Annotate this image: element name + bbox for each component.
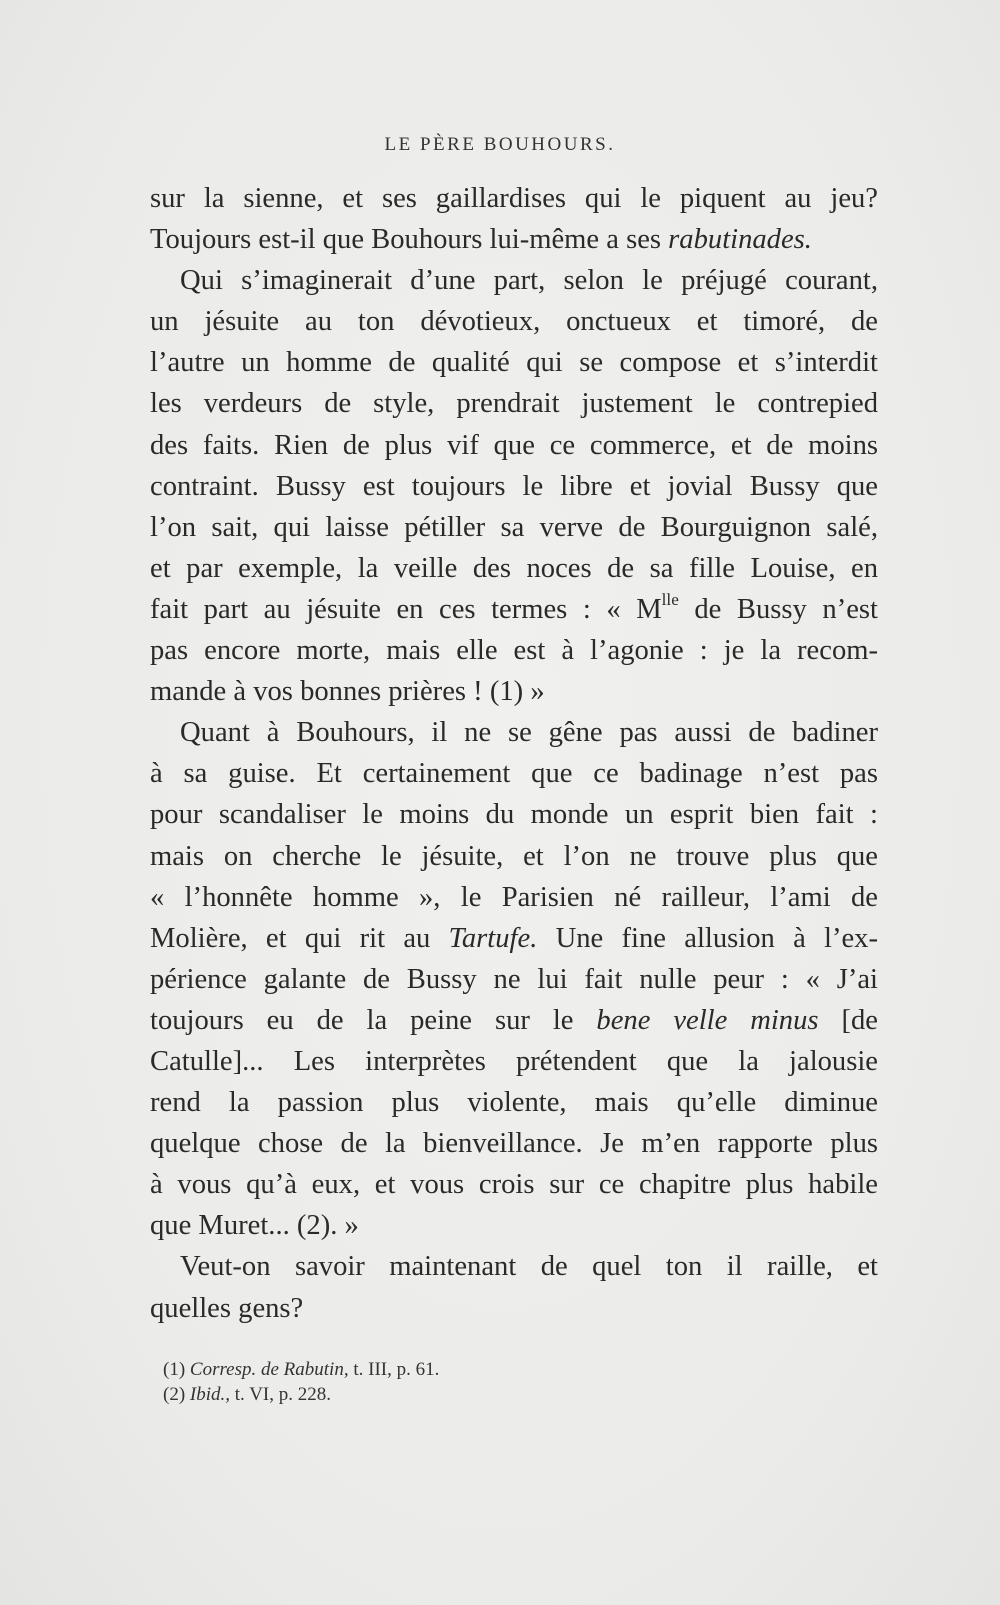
text-line <box>150 794 878 835</box>
text-run: Catulle]... Les interprètes prétendent que la jalousie <box>150 1045 878 1077</box>
text-line <box>150 589 878 630</box>
text-run: t. VI, p. 228. <box>230 1384 331 1405</box>
text-run: fait part au jésuite en ces termes : « M <box>150 593 662 625</box>
italic-text: Ibid., <box>189 1384 231 1405</box>
footnote <box>163 1382 863 1407</box>
text-run: (2) <box>163 1384 190 1405</box>
text-run: rend la passion plus violente, mais qu’elle diminue <box>150 1087 878 1119</box>
footnote <box>163 1357 863 1382</box>
text-line <box>150 178 878 219</box>
text-run: Toujours est-il que Bouhours lui-même a ses <box>150 224 669 256</box>
text-run: Molière, et qui rit au <box>150 922 449 954</box>
text-line <box>150 959 878 1000</box>
superscript: lle <box>661 590 679 610</box>
text-line <box>150 260 878 301</box>
text-run: Veut-on savoir maintenant de quel ton il raille, et <box>180 1251 878 1283</box>
text-run: que Muret... (2). » <box>150 1210 359 1242</box>
text-line <box>150 342 878 383</box>
text-run: (1) <box>163 1359 190 1380</box>
text-line <box>150 1000 878 1041</box>
text-run: périence galante de Bussy ne lui fait nulle peur : « J’ai <box>150 963 878 995</box>
text-line <box>150 836 878 877</box>
text-line <box>150 877 878 918</box>
text-line <box>150 219 878 260</box>
running-head: LE PÈRE BOUHOURS. <box>384 134 616 155</box>
text-run: à sa guise. Et certainement que ce badinage n’est pas <box>150 758 878 790</box>
text-run: Quant à Bouhours, il ne se gêne pas aussi de badiner <box>180 717 878 749</box>
text-run: quelles gens? <box>150 1292 304 1324</box>
text-run: toujours eu de la peine sur le <box>150 1004 597 1036</box>
text-run: Une fine allusion à l’ex- <box>537 922 879 954</box>
body-text <box>150 178 878 1329</box>
text-run: de Bussy n’est <box>678 593 878 625</box>
text-line <box>150 1123 878 1164</box>
text-line <box>150 301 878 342</box>
text-line <box>150 918 878 959</box>
text-line <box>150 425 878 466</box>
text-line <box>150 466 878 507</box>
text-run: contraint. Bussy est toujours le libre et jovial Bussy que <box>150 470 878 502</box>
text-line <box>150 1082 878 1123</box>
text-run: [de <box>818 1004 878 1036</box>
footnotes <box>163 1357 863 1407</box>
text-line <box>150 548 878 589</box>
text-run: pour scandaliser le moins du monde un esprit bien fait : <box>150 799 878 831</box>
italic-text: Tartufe. <box>448 922 538 954</box>
text-run: l’autre un homme de qualité qui se compose et s’interdit <box>150 347 878 379</box>
text-line <box>150 383 878 424</box>
text-line <box>150 1041 878 1082</box>
text-run: mais on cherche le jésuite, et l’on ne trouve plus que <box>150 840 878 872</box>
text-line <box>150 1246 878 1287</box>
text-run: pas encore morte, mais elle est à l’agonie : je la recom- <box>150 635 878 667</box>
text-run: Qui s’imaginerait d’une part, selon le préjugé courant, <box>180 265 878 297</box>
text-run: un jésuite au ton dévotieux, onctueux et timoré, de <box>150 306 878 338</box>
text-run: quelque chose de la bienveillance. Je m’en rapporte plus <box>150 1128 878 1160</box>
text-line <box>150 1288 878 1329</box>
text-run: sur la sienne, et ses gaillardises qui le piquent au jeu? <box>150 183 878 214</box>
italic-text: rabutinades. <box>668 224 812 256</box>
text-run: à vous qu’à eux, et vous crois sur ce chapitre plus habile <box>150 1169 878 1201</box>
text-line <box>150 671 878 712</box>
text-line <box>150 712 878 753</box>
italic-text: Corresp. de Rabutin, <box>189 1359 349 1380</box>
text-line <box>150 507 878 548</box>
text-run: t. III, p. 61. <box>348 1359 440 1380</box>
text-line <box>150 1164 878 1205</box>
text-line <box>150 630 878 671</box>
text-run: mande à vos bonnes prières ! (1) » <box>150 676 545 708</box>
text-run: des faits. Rien de plus vif que ce commerce, et de moins <box>150 429 878 461</box>
text-run: les verdeurs de style, prendrait justement le contrepied <box>150 388 878 420</box>
italic-text: bene velle minus <box>596 1004 819 1036</box>
text-run: l’on sait, qui laisse pétiller sa verve de Bourguignon salé, <box>150 511 878 543</box>
text-line <box>150 753 878 794</box>
text-line <box>150 1205 878 1246</box>
text-run: et par exemple, la veille des noces de sa fille Louise, en <box>150 552 878 584</box>
text-run: « l’honnête homme », le Parisien né railleur, l’ami de <box>150 881 878 913</box>
